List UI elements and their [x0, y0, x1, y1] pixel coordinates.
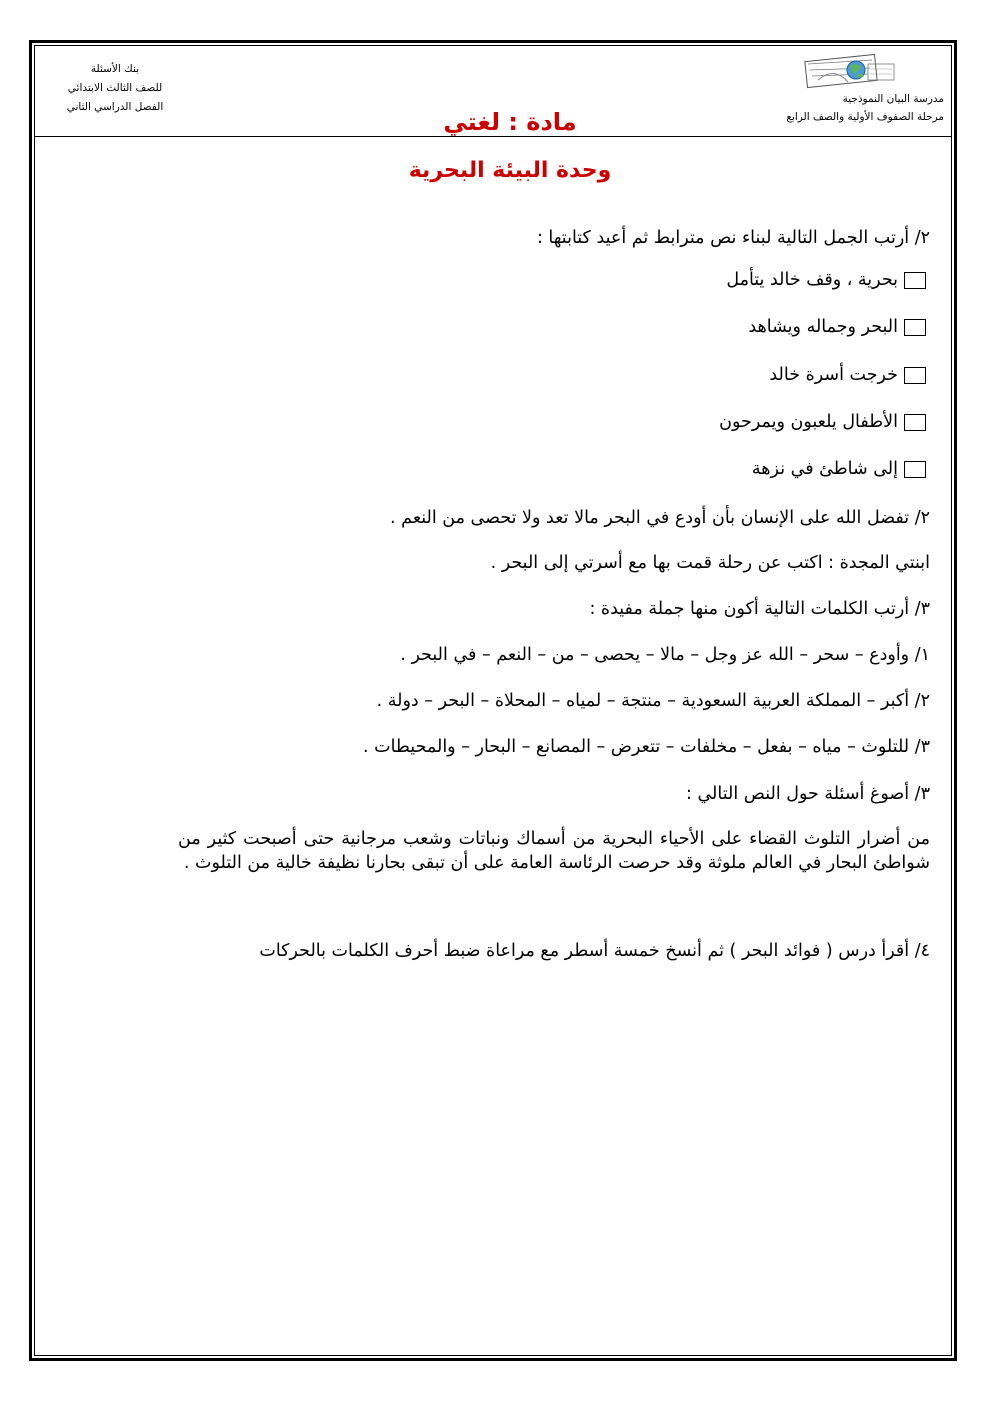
option-item: [752, 457, 926, 481]
question-blessing: ٢/ تفضل الله على الإنسان بأن أودع في البحر مالا تعد ولا تحصى من النعم .: [390, 508, 930, 528]
question-words-heading: ٣/ أرتب الكلمات التالية أكون منها جملة مفيدة :: [589, 599, 930, 619]
word-item: ٣/ للتلوث – مياه – بفعل – مخلفات – تتعرض – المصانع – البحار – والمحيطات .: [363, 737, 930, 757]
option-label: إلى شاطئ في نزهة: [751, 459, 898, 479]
checkbox[interactable]: [904, 272, 926, 289]
option-label: البحر وجماله ويشاهد: [748, 317, 898, 337]
question-read: ٤/ أقرأ درس ( فوائد البحر ) ثم أنسخ خمسة أسطر مع مراعاة ضبط أحرف الكلمات بالحركات: [259, 941, 930, 961]
checkbox[interactable]: [904, 367, 926, 384]
option-label: خرجت أسرة خالد: [769, 365, 898, 385]
checkbox[interactable]: [904, 414, 926, 431]
word-item: ٢/ أكبر – المملكة العربية السعودية – منتجة – لمياه – المحلاة – البحر – دولة .: [376, 691, 930, 711]
unit-title-clipped: [380, 158, 640, 183]
question-questions-heading: ٣/ أصوغ أسئلة حول النص التالي :: [686, 784, 930, 804]
school-name: مدرسة البيان النموذجية: [842, 93, 944, 105]
subject-title: مادة : لغتي: [443, 108, 577, 136]
option-item: [726, 268, 926, 292]
option-item: [719, 410, 926, 434]
header-divider: [34, 136, 952, 137]
option-label: الأطفال يلعبون ويمرحون: [719, 412, 898, 432]
word-item: ١/ وأودع – سحر – الله عز وجل – مالا – يحصى – من – النعم – في البحر .: [400, 645, 930, 665]
option-item: [748, 315, 926, 339]
header-left-line: الفصل الدراسي الثاني: [66, 101, 164, 113]
school-stage: مرحلة الصفوف الأولية والصف الرابع: [786, 111, 944, 123]
question-arrange-heading: ٢/ أرتب الجمل التالية لبناء نص مترابط ثم أعيد كتابتها :: [536, 228, 930, 248]
unit-title-text: وحدة البيئة البحرية: [408, 158, 612, 183]
passage-text: من أضرار التلوث القضاء على الأحياء البحرية من أسماك ونباتات وشعب مرجانية حتى أصبحت كثير من شواطئ البحار في العالم ملوثة وقد حرصت الرئاسة العامة على أن تبقى بحارنا نظيفة خالية من التلوث .: [178, 829, 930, 873]
header-left-info: [45, 60, 185, 117]
question-write: ابنتي المجدة : اكتب عن رحلة قمت بها مع أسرتي إلى البحر .: [490, 553, 930, 573]
option-label: بحرية ، وقف خالد يتأمل: [726, 270, 898, 290]
checkbox[interactable]: [904, 319, 926, 336]
school-logo: [804, 52, 900, 92]
option-item: [769, 363, 926, 387]
header-left-line: بنك الأسئلة: [90, 63, 140, 75]
header-right-info: [714, 90, 944, 126]
checkbox[interactable]: [904, 461, 926, 478]
header-left-line: للصف الثالث الابتدائي: [67, 82, 163, 94]
